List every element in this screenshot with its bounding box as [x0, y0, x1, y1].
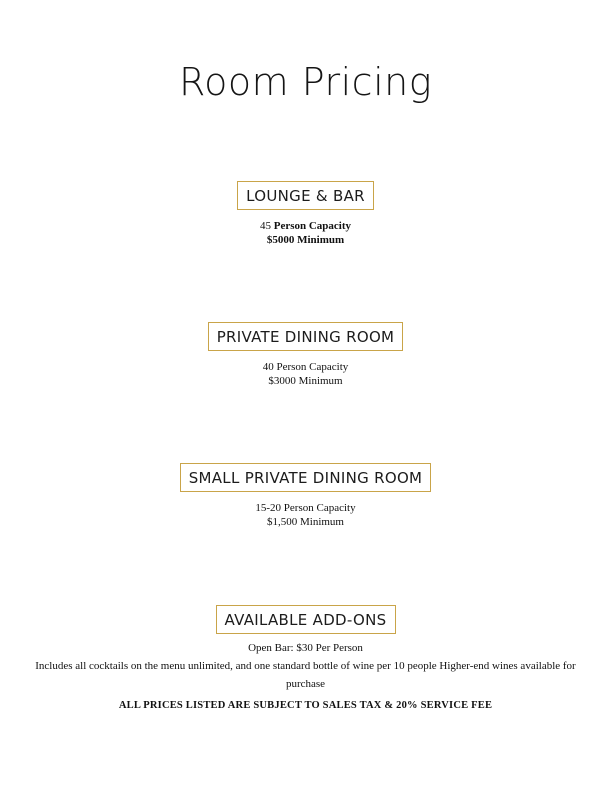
room-label-private-dining: PRIVATE DINING ROOM	[208, 322, 404, 351]
addons-label: AVAILABLE ADD-ONS	[216, 605, 396, 634]
room-section-private-dining	[0, 322, 611, 388]
room-label-lounge-bar: LOUNGE & BAR	[237, 181, 374, 210]
addons-open-bar: Open Bar: $30 Per Person	[248, 642, 363, 654]
room-capacity-small-private-dining: 15-20 Person Capacity	[255, 502, 356, 514]
addons-description: Includes all cocktails on the menu unlimited, and one standard bottle of wine per 10 people Higher-end wines available for purchase	[35, 660, 576, 690]
room-section-small-private-dining	[0, 463, 611, 529]
room-capacity-private-dining: 40 Person Capacity	[262, 361, 349, 373]
room-minimum-lounge-bar: $5000 Minimum	[266, 234, 345, 246]
room-minimum-private-dining: $3000 Minimum	[268, 375, 343, 387]
room-section-lounge-bar	[0, 181, 611, 247]
pricing-disclaimer: ALL PRICES LISTED ARE SUBJECT TO SALES TAX & 20% SERVICE FEE	[118, 700, 493, 711]
room-capacity-number: 45	[259, 220, 271, 232]
room-minimum-small-private-dining: $1,500 Minimum	[266, 516, 344, 528]
page-title: Room Pricing	[178, 60, 433, 104]
room-capacity-label: Person Capacity	[273, 220, 352, 232]
room-label-small-private-dining: SMALL PRIVATE DINING ROOM	[180, 463, 432, 492]
room-capacity-lounge-bar	[0, 219, 611, 233]
addons-section	[0, 605, 611, 693]
